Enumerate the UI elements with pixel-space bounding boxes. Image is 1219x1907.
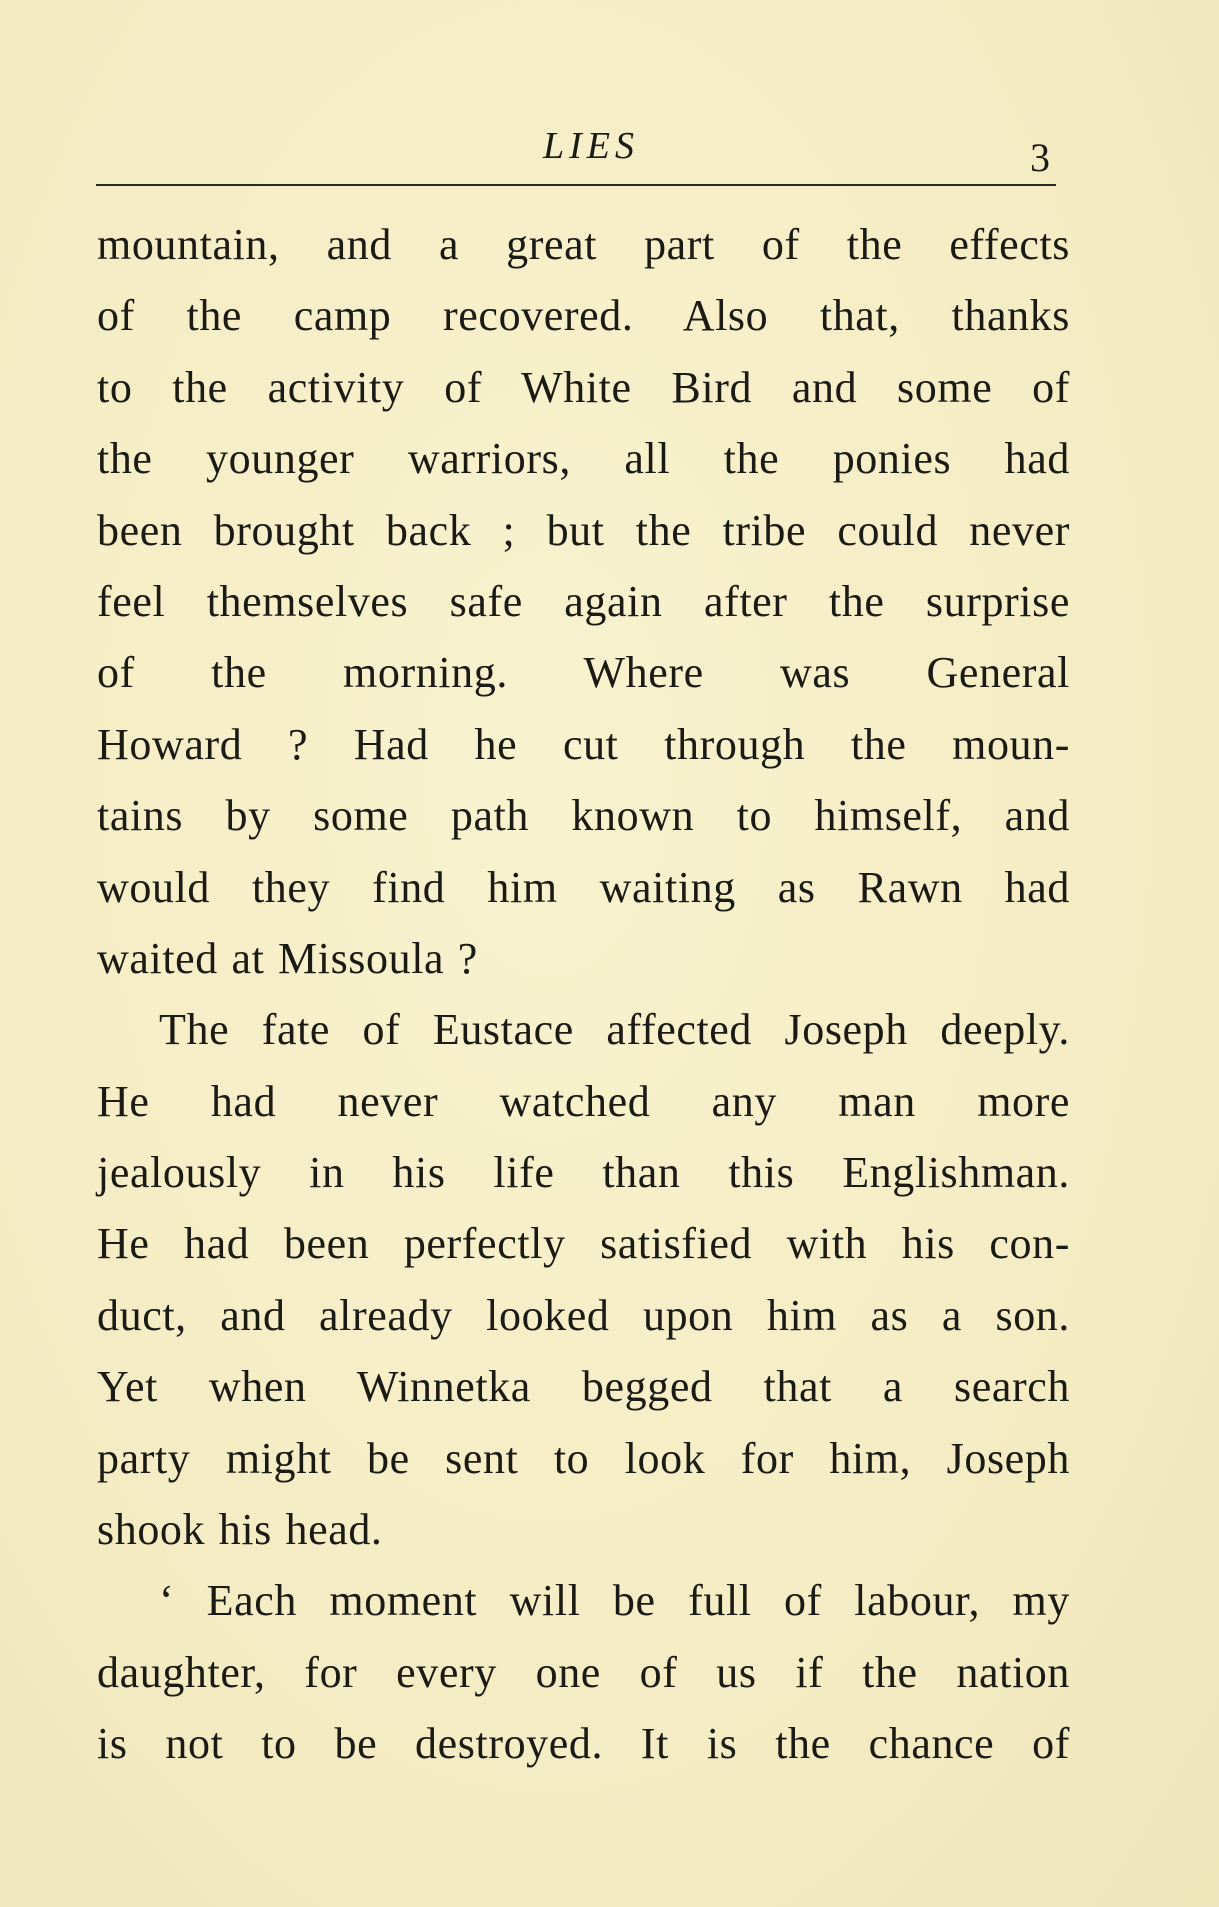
text-line: Howard ? Had he cut through the moun- [97, 719, 1070, 769]
text-line: tains by some path known to himself, and [97, 791, 1070, 841]
text-line: feel themselves safe again after the surprise [97, 576, 1070, 626]
text-line: would they find him waiting as Rawn had [97, 862, 1070, 912]
running-title: LIES [543, 125, 639, 167]
page-number: 3 [1030, 135, 1050, 180]
text-line: party might be sent to look for him, Joseph [97, 1433, 1070, 1483]
body-text [97, 209, 1070, 1780]
text-line: to the activity of White Bird and some of [97, 362, 1070, 412]
text-line: He had never watched any man more [97, 1076, 1070, 1126]
running-head [96, 118, 1056, 188]
text-line: mountain, and a great part of the effects [97, 220, 1070, 269]
text-line: of the camp recovered. Also that, thanks [97, 291, 1070, 341]
text-line: waited at Missoula ? [97, 933, 478, 983]
text-line: duct, and already looked upon him as a son. [97, 1290, 1070, 1340]
text-line: Yet when Winnetka begged that a search [97, 1362, 1070, 1412]
text-line: of the morning. Where was General [97, 648, 1070, 698]
text-line: jealously in his life than this Englishman. [97, 1148, 1070, 1198]
header-rule [96, 184, 1056, 186]
text-line: daughter, for every one of us if the nation [97, 1647, 1070, 1697]
text-line: shook his head. [97, 1505, 383, 1555]
text-line: been brought back ; but the tribe could never [97, 505, 1070, 555]
text-line: ‘ Each moment will be full of labour, my [159, 1576, 1070, 1626]
text-line: He had been perfectly satisfied with his con- [97, 1219, 1070, 1269]
text-line: The fate of Eustace affected Joseph deeply. [159, 1005, 1070, 1055]
text-line: is not to be destroyed. It is the chance of [97, 1719, 1070, 1769]
text-line: the younger warriors, all the ponies had [97, 434, 1070, 484]
